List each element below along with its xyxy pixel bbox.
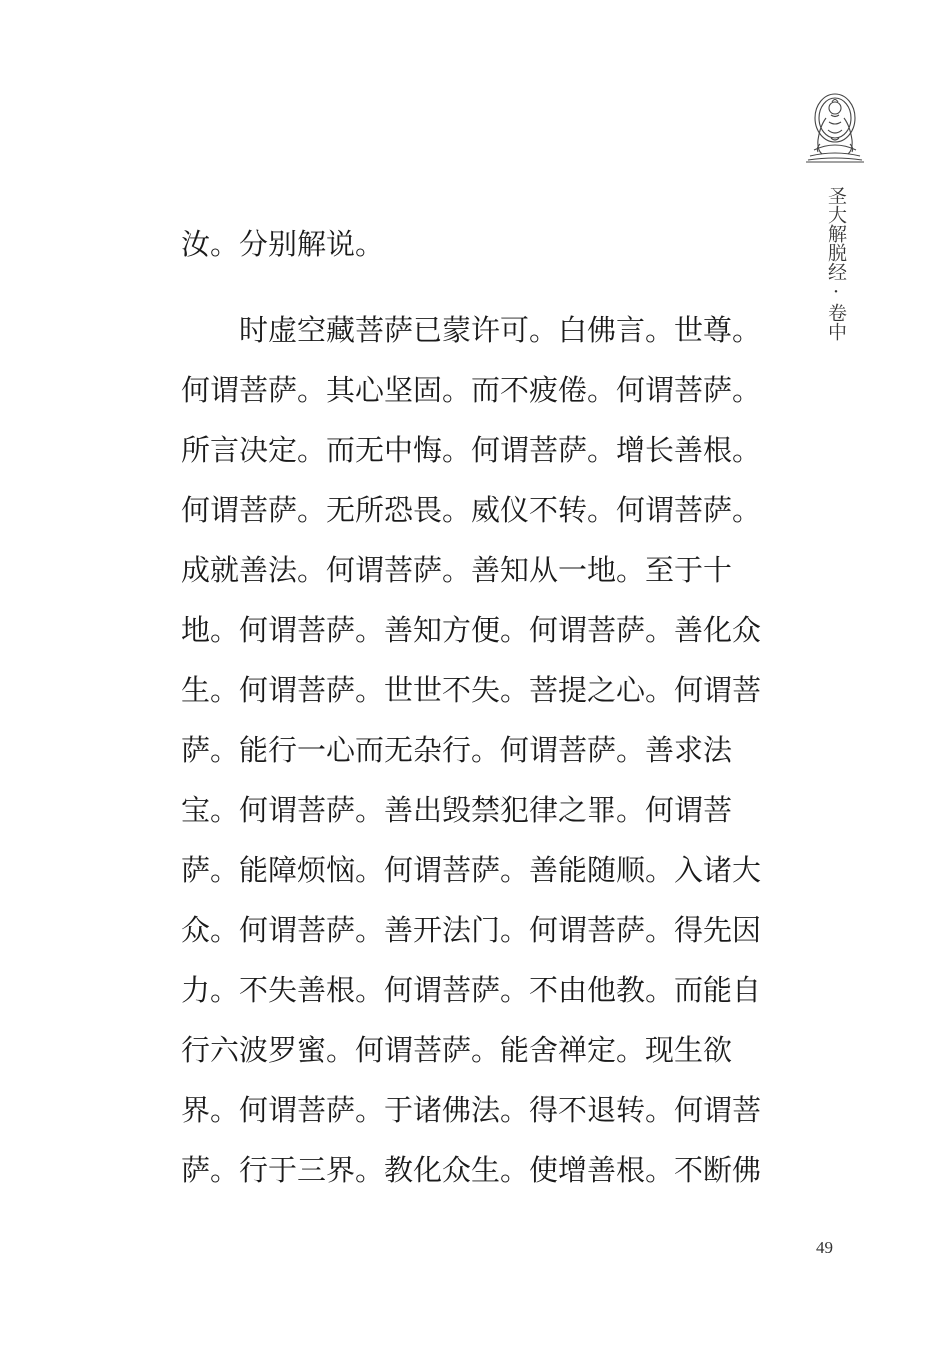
text-line: 众。何谓菩萨。善开法门。何谓菩萨。得先因 [181, 913, 762, 947]
page-number: 49 [816, 1238, 833, 1257]
text-line: 时虚空藏菩萨已蒙许可。白佛言。世尊。 [239, 313, 762, 347]
text-line: 生。何谓菩萨。世世不失。菩提之心。何谓菩 [181, 673, 762, 707]
text-line: 行六波罗蜜。何谓菩萨。能舍禅定。现生欲 [181, 1033, 733, 1067]
text-line: 宝。何谓菩萨。善出毁禁犯律之罪。何谓菩 [181, 793, 733, 827]
running-header-title: 圣大解脱经·卷中 [825, 186, 847, 341]
text-line: 何谓菩萨。无所恐畏。威仪不转。何谓菩萨。 [181, 493, 762, 527]
text-line: 所言决定。而无中悔。何谓菩萨。增长善根。 [181, 433, 762, 467]
text-line: 何谓菩萨。其心坚固。而不疲倦。何谓菩萨。 [181, 373, 762, 407]
text-line: 力。不失善根。何谓菩萨。不由他教。而能自 [181, 973, 762, 1007]
main-text [181, 214, 765, 1200]
text-line: 界。何谓菩萨。于诸佛法。得不退转。何谓菩 [181, 1093, 762, 1127]
seated-buddha-icon [798, 88, 872, 170]
text-line: 萨。行于三界。教化众生。使增善根。不断佛 [181, 1153, 762, 1187]
text-line: 地。何谓菩萨。善知方便。何谓菩萨。善化众 [181, 613, 762, 647]
text-line: 萨。能障烦恼。何谓菩萨。善能随顺。入诸大 [181, 853, 762, 887]
text-line: 萨。能行一心而无杂行。何谓菩萨。善求法 [181, 733, 733, 767]
text-line: 成就善法。何谓菩萨。善知从一地。至于十 [181, 553, 733, 587]
text-line: 汝。分别解说。 [181, 227, 385, 261]
paragraph-gap [181, 274, 765, 300]
